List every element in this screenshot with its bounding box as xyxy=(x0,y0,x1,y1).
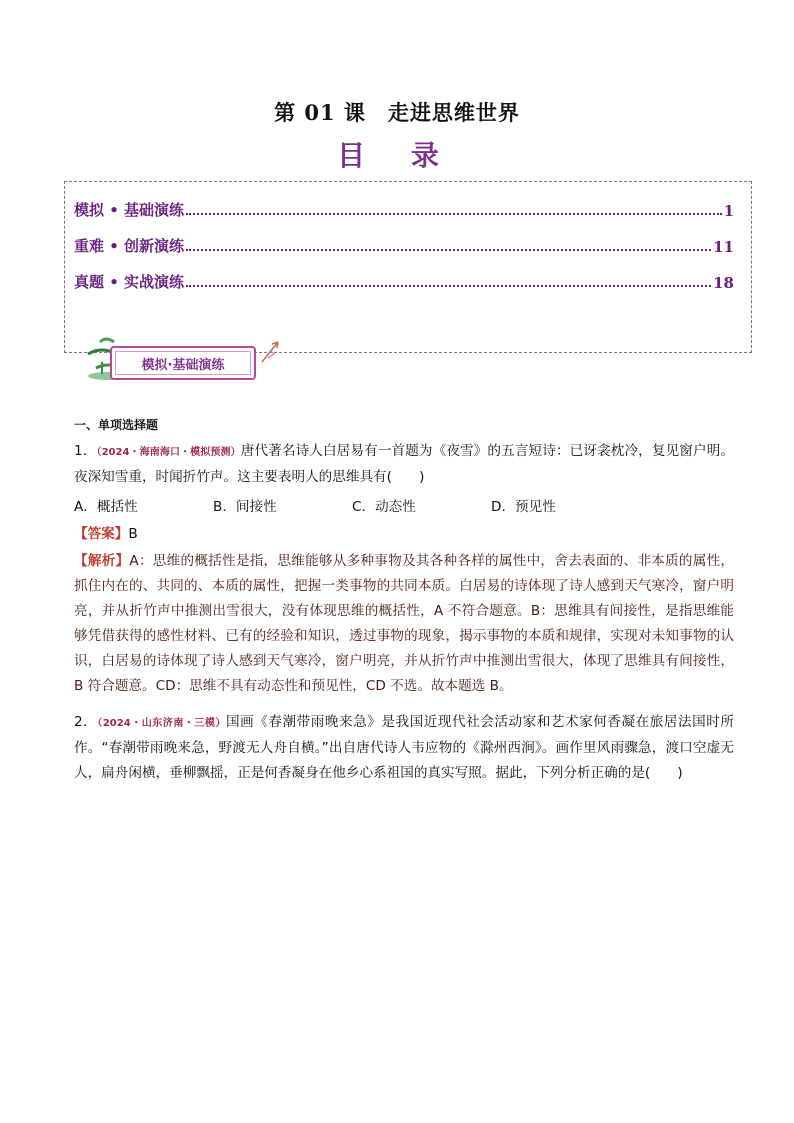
question-source: （2024・山东济南・三模） xyxy=(97,718,226,729)
toc-leader xyxy=(186,213,722,215)
toc-heading: 目 录 xyxy=(337,139,457,172)
badge-label: 模拟·基础演练 xyxy=(115,351,251,375)
explanation-text: A：思维的概括性是指，思维能够从多种事物及其各种各样的属性中，舍去表面的、非本质的属性，抓住内在的、共同的、本质的属性，把握一类事物的共同本质。白居易的诗体现了诗人感到天气寒冷，窗户明亮，并从折竹声中推测出雪很大，没有体现思维的概括性，A 不符合题意。B：思维具有间接性，是指思维能够凭借获得的感性材料、已有的经验和知识，透过事物的现象，揭示事物的本质和规律，实现对未知事物的认识，白居易的诗体现了诗人感到天气寒冷，窗户明亮，并从折竹声中推测出雪很大，体现了思维具有间接性，B 符合题意。CD：思维不具有动态性和预见性，CD 不选。故本题选 B。 xyxy=(74,553,735,694)
answer-tag: 【答案】 xyxy=(74,526,129,542)
question-1 xyxy=(74,439,734,490)
question-stem: 唐代著名诗人白居易有一首题为《夜雪》的五言短诗：已讶衾枕冷，复见窗户明。夜深知雪重，时闻折竹声。这主要表明人的思维具有( ) xyxy=(74,443,734,485)
question-1-options xyxy=(74,495,734,515)
toc-item-3[interactable] xyxy=(74,268,734,292)
lesson-name: 走进思维世界 xyxy=(387,100,520,125)
section-title: 一、单项选择题 xyxy=(74,418,159,432)
lesson-number: 第 01 课 xyxy=(274,100,366,125)
question-1-explanation xyxy=(74,549,734,699)
lesson-title xyxy=(0,97,794,127)
question-number: 1． xyxy=(74,443,97,459)
toc-leader xyxy=(186,249,711,251)
question-stem: 国画《春潮带雨晚来急》是我国近现代社会活动家和艺术家何香凝在旅居法国时所作。“春潮带雨晚来急，野渡无人舟自横。”出自唐代诗人韦应物的《滁州西涧》。画作里风雨骤急，渡口空虚无人，扁舟闲横，垂柳飘摇，正是何香凝身在他乡心系祖国的真实写照。据此，下列分析正确的是( ) xyxy=(74,714,734,781)
question-1-answer xyxy=(74,522,138,542)
option-c[interactable]: C．动态性 xyxy=(352,499,416,515)
question-source: （2024・海南海口・模拟预测） xyxy=(96,447,241,458)
question-number: 2． xyxy=(74,714,98,730)
toc-item-label: 重难 • 创新演练 xyxy=(74,237,185,255)
toc-item-label: 真题 • 实战演练 xyxy=(74,273,185,291)
toc-box xyxy=(64,181,752,353)
toc-item-1[interactable] xyxy=(74,196,734,220)
option-d[interactable]: D．预见性 xyxy=(491,499,556,515)
question-2 xyxy=(74,710,734,786)
toc-item-page: 1 xyxy=(723,202,734,220)
option-a[interactable]: A．概括性 xyxy=(74,499,138,515)
toc-item-page: 11 xyxy=(713,238,734,256)
toc-item-page: 18 xyxy=(713,274,734,292)
section-badge xyxy=(82,332,282,384)
answer-value: B xyxy=(128,526,138,542)
toc-item-2[interactable] xyxy=(74,232,734,256)
explanation-tag: 【解析】 xyxy=(74,553,130,569)
badge-frame xyxy=(110,346,256,380)
toc-item-label: 模拟 • 基础演练 xyxy=(74,201,185,219)
option-b[interactable]: B．间接性 xyxy=(213,499,277,515)
toc-leader xyxy=(186,285,711,287)
arrow-icon xyxy=(258,336,286,366)
